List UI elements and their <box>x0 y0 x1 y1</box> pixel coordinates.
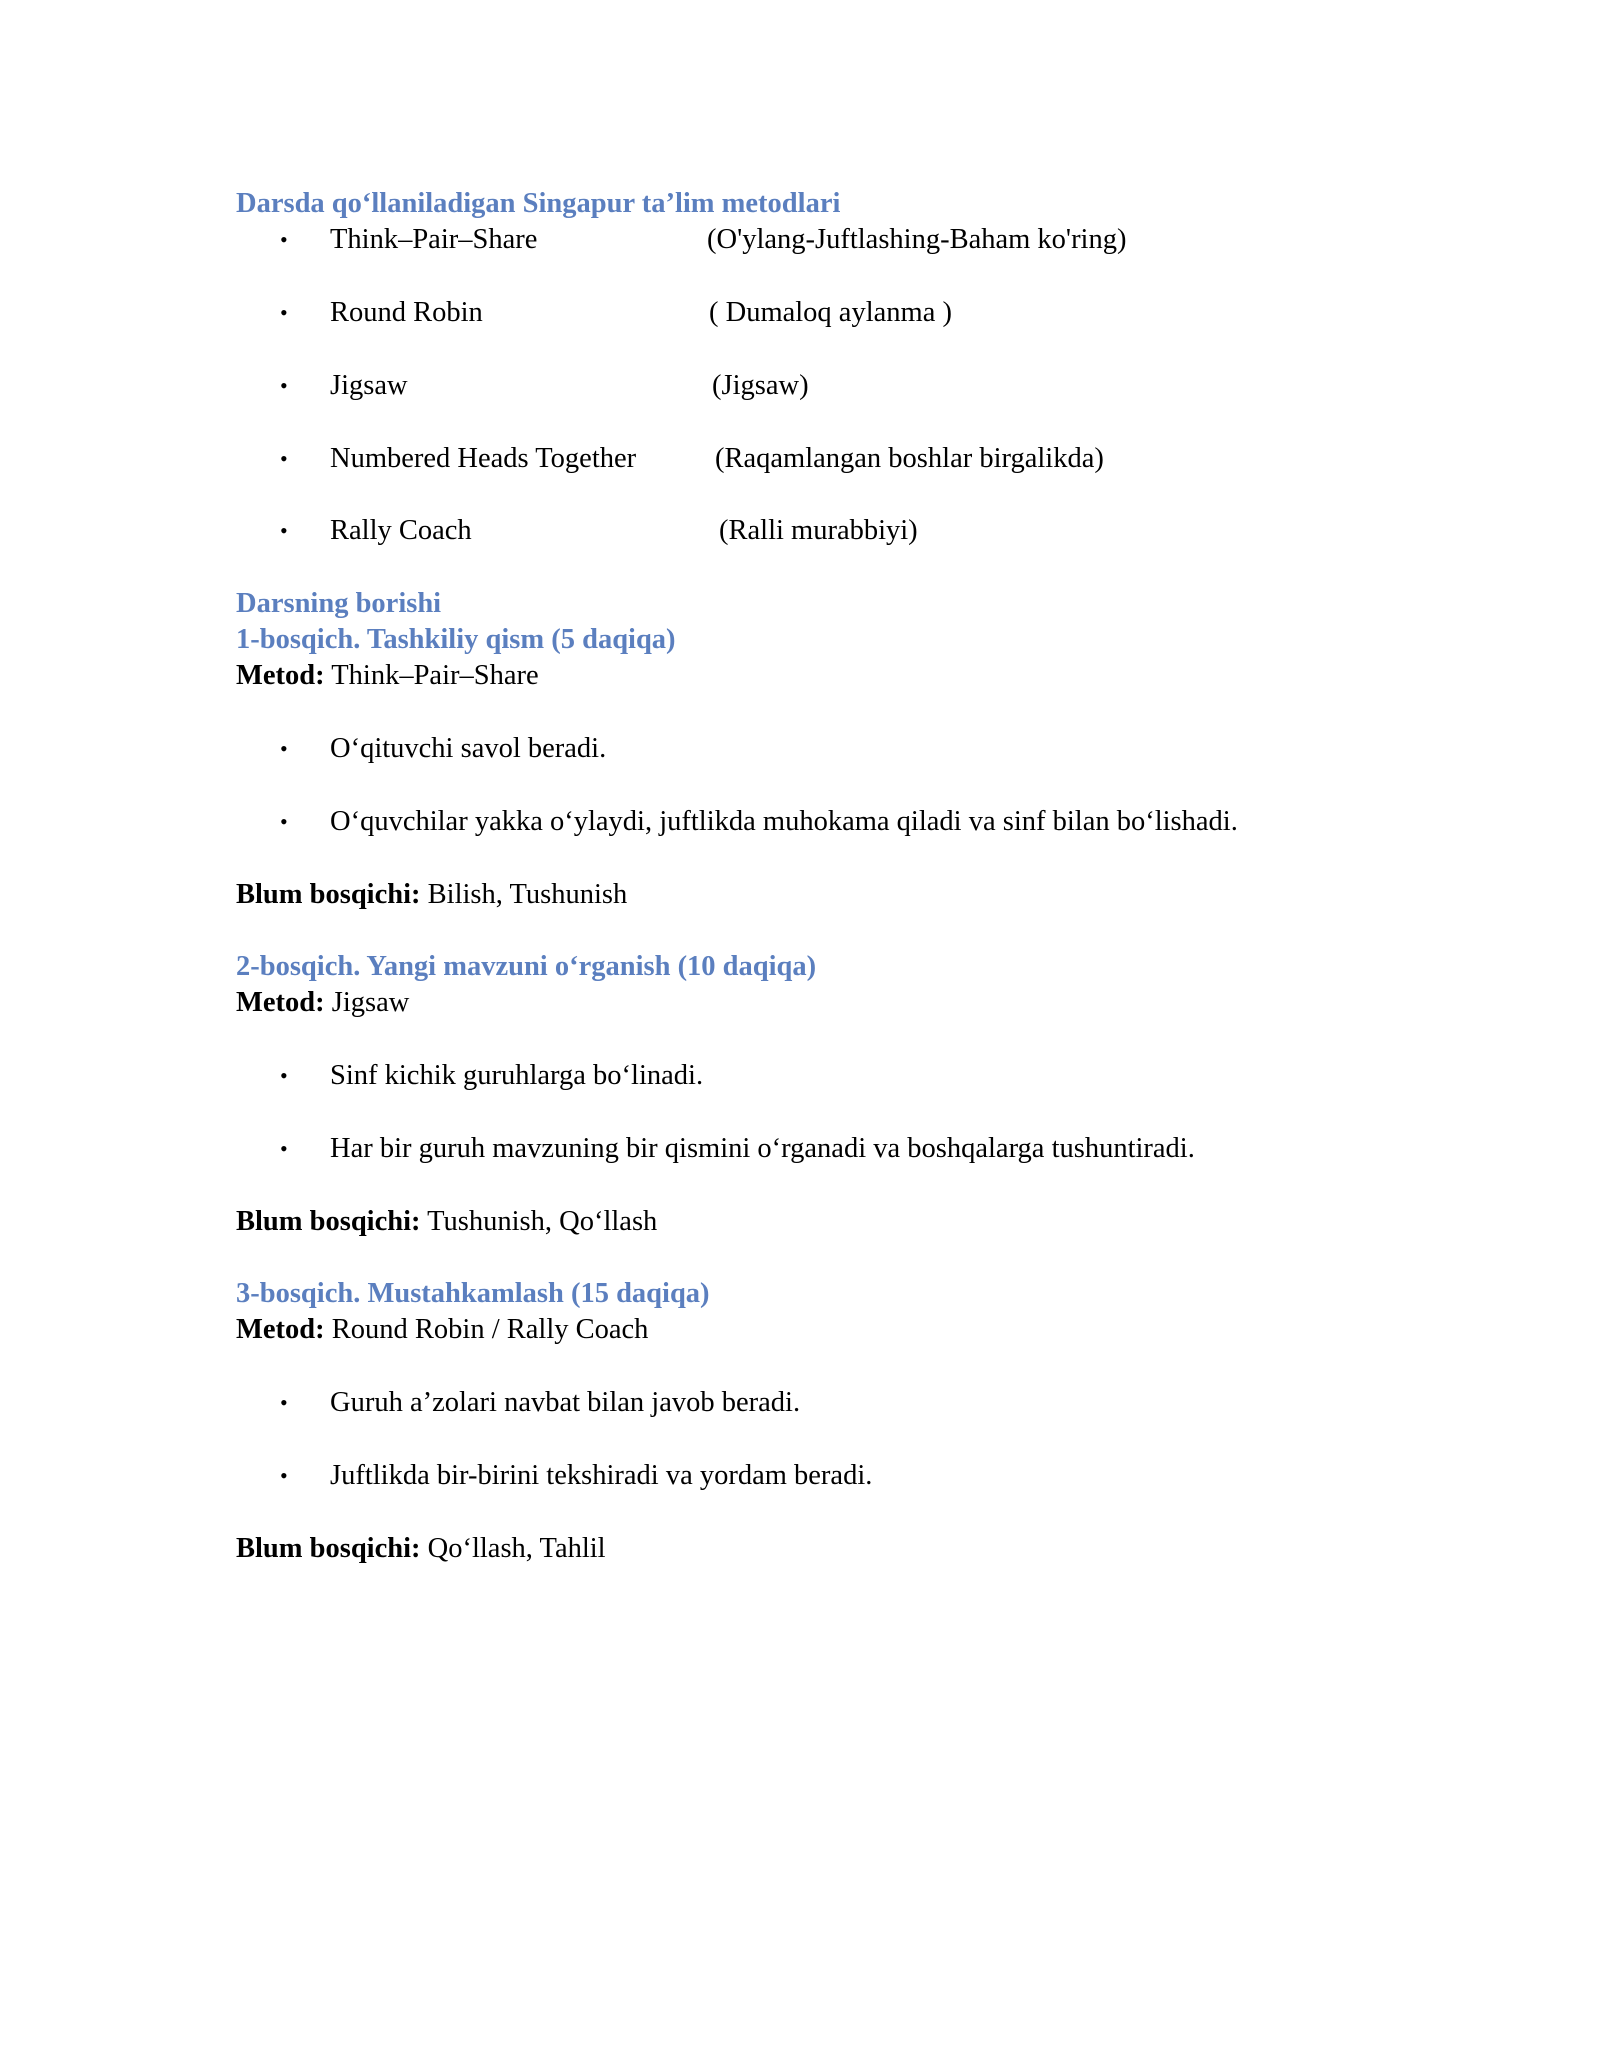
method-value: Round Robin / Rally Coach <box>324 1314 649 1345</box>
method-translation: (Ralli murabbiyi) <box>719 515 918 546</box>
bullet-icon: • <box>280 518 288 543</box>
method-translation: (O'ylang-Juftlashing-Baham ko'ring) <box>707 224 1127 255</box>
stage-method-line <box>236 1312 648 1348</box>
bloom-value: Bilish, Tushunish <box>420 879 628 910</box>
method-label: Metod: <box>236 660 325 691</box>
bloom-line <box>236 1531 606 1567</box>
stage-heading: 1-bosqich. Tashkiliy qism (5 daqiqa) <box>236 624 676 655</box>
bullet-icon: • <box>280 1136 288 1161</box>
bullet-icon: • <box>280 1463 288 1488</box>
method-translation: ( Dumaloq aylanma ) <box>709 297 952 328</box>
method-name: Think–Pair–Share <box>330 224 538 255</box>
method-name: Numbered Heads Together <box>330 443 637 474</box>
bloom-line <box>236 1204 657 1240</box>
stage-bullet-text: Sinf kichik guruhlarga bo‘linadi. <box>330 1060 704 1091</box>
method-name: Rally Coach <box>330 515 472 546</box>
course-heading: Darsning borishi <box>236 588 442 619</box>
method-value: Think–Pair–Share <box>324 660 539 691</box>
bullet-icon: • <box>280 446 288 471</box>
stage-bullet-text: O‘quvchilar yakka o‘ylaydi, juftlikda muhokama qiladi va sinf bilan bo‘lishadi. <box>330 806 1238 837</box>
bloom-value: Qo‘llash, Tahlil <box>420 1533 606 1564</box>
bloom-value: Tushunish, Qo‘llash <box>420 1206 658 1237</box>
method-name: Jigsaw <box>330 370 408 401</box>
bloom-label: Blum bosqichi: <box>236 1533 421 1564</box>
bloom-label: Blum bosqichi: <box>236 879 421 910</box>
stage-heading: 3-bosqich. Mustahkamlash (15 daqiqa) <box>236 1278 710 1309</box>
stage-method-line <box>236 985 409 1021</box>
method-translation: (Raqamlangan boshlar birgalikda) <box>715 443 1104 474</box>
bullet-icon: • <box>280 300 288 325</box>
stage-bullet-text: Har bir guruh mavzuning bir qismini o‘rganadi va boshqalarga tushuntiradi. <box>330 1133 1195 1164</box>
stage-method-line <box>236 658 539 694</box>
bullet-icon: • <box>280 1390 288 1415</box>
bloom-label: Blum bosqichi: <box>236 1206 421 1237</box>
stage-bullet-text: Juftlikda bir-birini tekshiradi va yordam beradi. <box>330 1460 873 1491</box>
bullet-icon: • <box>280 736 288 761</box>
stage-heading: 2-bosqich. Yangi mavzuni o‘rganish (10 daqiqa) <box>236 951 817 982</box>
stage-bullet-text: Guruh a’zolari navbat bilan javob beradi. <box>330 1387 801 1418</box>
bloom-line <box>236 877 627 913</box>
bullet-icon: • <box>280 227 288 252</box>
method-label: Metod: <box>236 987 325 1018</box>
method-translation: (Jigsaw) <box>712 370 809 401</box>
method-name: Round Robin <box>330 297 483 328</box>
stage-bullet-text: O‘qituvchi savol beradi. <box>330 733 607 764</box>
bullet-icon: • <box>280 373 288 398</box>
bullet-icon: • <box>280 809 288 834</box>
bullet-icon: • <box>280 1063 288 1088</box>
method-label: Metod: <box>236 1314 325 1345</box>
document-title: Darsda qo‘llaniladigan Singapur ta’lim metodlari <box>236 188 841 219</box>
method-value: Jigsaw <box>324 987 410 1018</box>
